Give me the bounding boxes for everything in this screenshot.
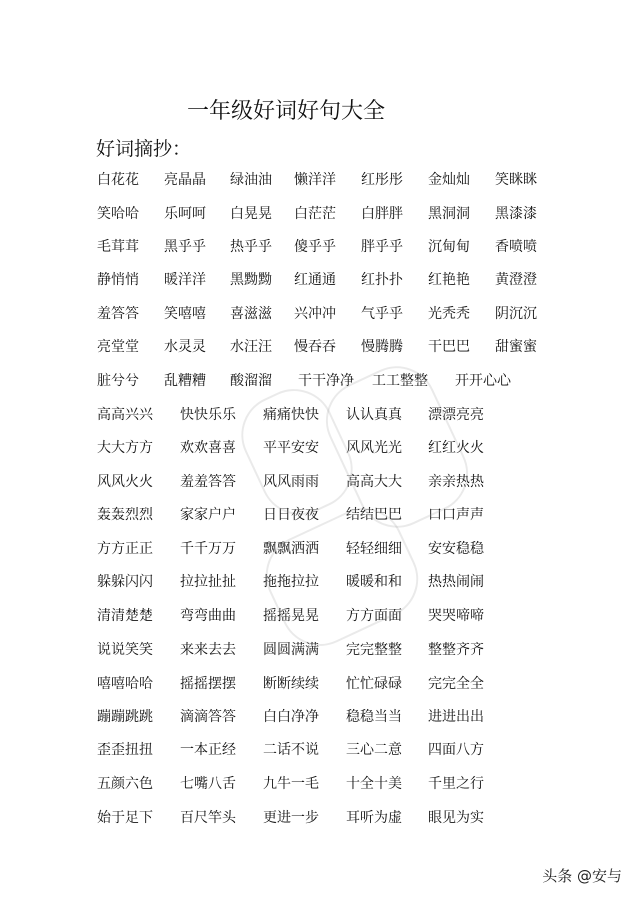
- word-item: 干干净净: [298, 373, 354, 389]
- word-row: [0, 170, 640, 194]
- word-row: [0, 539, 640, 563]
- word-item: 九牛一毛: [263, 776, 319, 792]
- word-item: 快快乐乐: [180, 407, 236, 423]
- word-row: [0, 337, 640, 361]
- footer-brand: 头条 @安与: [542, 867, 622, 885]
- word-item: 进进出出: [428, 709, 484, 725]
- word-row: [0, 808, 640, 832]
- word-item: 热乎乎: [230, 239, 272, 255]
- word-item: 千里之行: [428, 776, 484, 792]
- word-row: [0, 606, 640, 630]
- word-item: 嘻嘻哈哈: [97, 676, 153, 692]
- word-item: 酸溜溜: [230, 373, 272, 389]
- word-item: 沉甸甸: [428, 239, 470, 255]
- word-item: 耳听为虚: [346, 810, 402, 826]
- word-row: [0, 204, 640, 228]
- word-item: 暖暖和和: [346, 574, 402, 590]
- word-item: 静悄悄: [97, 272, 139, 288]
- word-item: 高高兴兴: [97, 407, 153, 423]
- word-item: 暖洋洋: [164, 272, 206, 288]
- word-item: 完完全全: [428, 676, 484, 692]
- word-item: 红扑扑: [361, 272, 403, 288]
- word-item: 风风火火: [97, 474, 153, 490]
- word-item: 笑眯眯: [495, 172, 537, 188]
- word-item: 四面八方: [428, 742, 484, 758]
- word-item: 三心二意: [346, 742, 402, 758]
- word-item: 慢腾腾: [361, 339, 403, 355]
- word-item: 白白净净: [263, 709, 319, 725]
- word-row: [0, 640, 640, 664]
- word-item: 百尺竿头: [180, 810, 236, 826]
- word-item: 黑洞洞: [428, 206, 470, 222]
- page-title: 一年级好词好句大全: [187, 99, 386, 124]
- word-row: [0, 304, 640, 328]
- word-item: 欢欢喜喜: [180, 440, 236, 456]
- word-item: 红艳艳: [428, 272, 470, 288]
- word-item: 二话不说: [263, 742, 319, 758]
- word-item: 一本正经: [180, 742, 236, 758]
- word-item: 开开心心: [455, 373, 511, 389]
- word-item: 口口声声: [428, 507, 484, 523]
- word-item: 风风光光: [346, 440, 402, 456]
- word-item: 拖拖拉拉: [263, 574, 319, 590]
- word-item: 绿油油: [230, 172, 272, 188]
- word-item: 摇摇摆摆: [180, 676, 236, 692]
- word-item: 香喷喷: [495, 239, 537, 255]
- word-item: 圆圆满满: [263, 642, 319, 658]
- word-item: 红红火火: [428, 440, 484, 456]
- word-item: 方方面面: [346, 608, 402, 624]
- word-item: 痛痛快快: [263, 407, 319, 423]
- word-item: 红彤彤: [361, 172, 403, 188]
- word-item: 结结巴巴: [346, 507, 402, 523]
- word-item: 日日夜夜: [263, 507, 319, 523]
- word-item: 高高大大: [346, 474, 402, 490]
- word-item: 轰轰烈烈: [97, 507, 153, 523]
- word-item: 毛茸茸: [97, 239, 139, 255]
- word-item: 认认真真: [346, 407, 402, 423]
- word-row: [0, 405, 640, 429]
- word-item: 整整齐齐: [428, 642, 484, 658]
- word-item: 脏兮兮: [97, 373, 139, 389]
- word-row: [0, 505, 640, 529]
- word-row: [0, 371, 640, 395]
- word-item: 亮晶晶: [164, 172, 206, 188]
- word-item: 黑漆漆: [495, 206, 537, 222]
- word-item: 忙忙碌碌: [346, 676, 402, 692]
- word-item: 方方正正: [97, 541, 153, 557]
- word-item: 亲亲热热: [428, 474, 484, 490]
- word-item: 胖乎乎: [361, 239, 403, 255]
- word-item: 始于足下: [97, 810, 153, 826]
- word-item: 干巴巴: [428, 339, 470, 355]
- word-item: 白茫茫: [294, 206, 336, 222]
- word-item: 大大方方: [97, 440, 153, 456]
- word-row: [0, 472, 640, 496]
- word-item: 傻乎乎: [294, 239, 336, 255]
- word-item: 十全十美: [346, 776, 402, 792]
- word-row: [0, 237, 640, 261]
- word-item: 光秃秃: [428, 306, 470, 322]
- word-item: 慢吞吞: [294, 339, 336, 355]
- word-item: 白晃晃: [230, 206, 272, 222]
- word-item: 风风雨雨: [263, 474, 319, 490]
- word-item: 懒洋洋: [294, 172, 336, 188]
- word-item: 轻轻细细: [346, 541, 402, 557]
- word-item: 漂漂亮亮: [428, 407, 484, 423]
- word-item: 乱糟糟: [164, 373, 206, 389]
- word-item: 喜滋滋: [230, 306, 272, 322]
- word-item: 羞答答: [97, 306, 139, 322]
- word-item: 金灿灿: [428, 172, 470, 188]
- word-item: 歪歪扭扭: [97, 742, 153, 758]
- word-row: [0, 270, 640, 294]
- word-item: 完完整整: [346, 642, 402, 658]
- word-row: [0, 674, 640, 698]
- word-row: [0, 707, 640, 731]
- word-item: 乐呵呵: [164, 206, 206, 222]
- word-item: 黑黝黝: [230, 272, 272, 288]
- word-item: 更进一步: [263, 810, 319, 826]
- word-item: 笑嘻嘻: [164, 306, 206, 322]
- word-row: [0, 774, 640, 798]
- word-item: 红通通: [294, 272, 336, 288]
- word-item: 兴冲冲: [294, 306, 336, 322]
- word-item: 稳稳当当: [346, 709, 402, 725]
- word-item: 黄澄澄: [495, 272, 537, 288]
- word-item: 亮堂堂: [97, 339, 139, 355]
- word-item: 气乎乎: [361, 306, 403, 322]
- word-row: [0, 740, 640, 764]
- word-item: 白花花: [97, 172, 139, 188]
- word-item: 水灵灵: [164, 339, 206, 355]
- word-row: [0, 572, 640, 596]
- word-item: 热热闹闹: [428, 574, 484, 590]
- section-heading: 好词摘抄：: [96, 138, 192, 160]
- word-item: 工工整整: [372, 373, 428, 389]
- word-item: 五颜六色: [97, 776, 153, 792]
- word-item: 家家户户: [180, 507, 236, 523]
- word-item: 千千万万: [180, 541, 236, 557]
- word-item: 来来去去: [180, 642, 236, 658]
- word-item: 羞羞答答: [180, 474, 236, 490]
- word-item: 七嘴八舌: [180, 776, 236, 792]
- word-item: 水汪汪: [230, 339, 272, 355]
- word-item: 蹦蹦跳跳: [97, 709, 153, 725]
- word-item: 甜蜜蜜: [495, 339, 537, 355]
- word-item: 滴滴答答: [180, 709, 236, 725]
- word-item: 白胖胖: [361, 206, 403, 222]
- word-item: 安安稳稳: [428, 541, 484, 557]
- word-item: 飘飘洒洒: [263, 541, 319, 557]
- word-item: 阴沉沉: [495, 306, 537, 322]
- word-item: 断断续续: [263, 676, 319, 692]
- word-row: [0, 438, 640, 462]
- word-item: 黑乎乎: [164, 239, 206, 255]
- word-item: 笑哈哈: [97, 206, 139, 222]
- word-item: 清清楚楚: [97, 608, 153, 624]
- word-item: 摇摇晃晃: [263, 608, 319, 624]
- word-item: 说说笑笑: [97, 642, 153, 658]
- word-item: 眼见为实: [428, 810, 484, 826]
- word-item: 哭哭啼啼: [428, 608, 484, 624]
- word-item: 弯弯曲曲: [180, 608, 236, 624]
- word-item: 平平安安: [263, 440, 319, 456]
- word-item: 拉拉扯扯: [180, 574, 236, 590]
- word-item: 躲躲闪闪: [97, 574, 153, 590]
